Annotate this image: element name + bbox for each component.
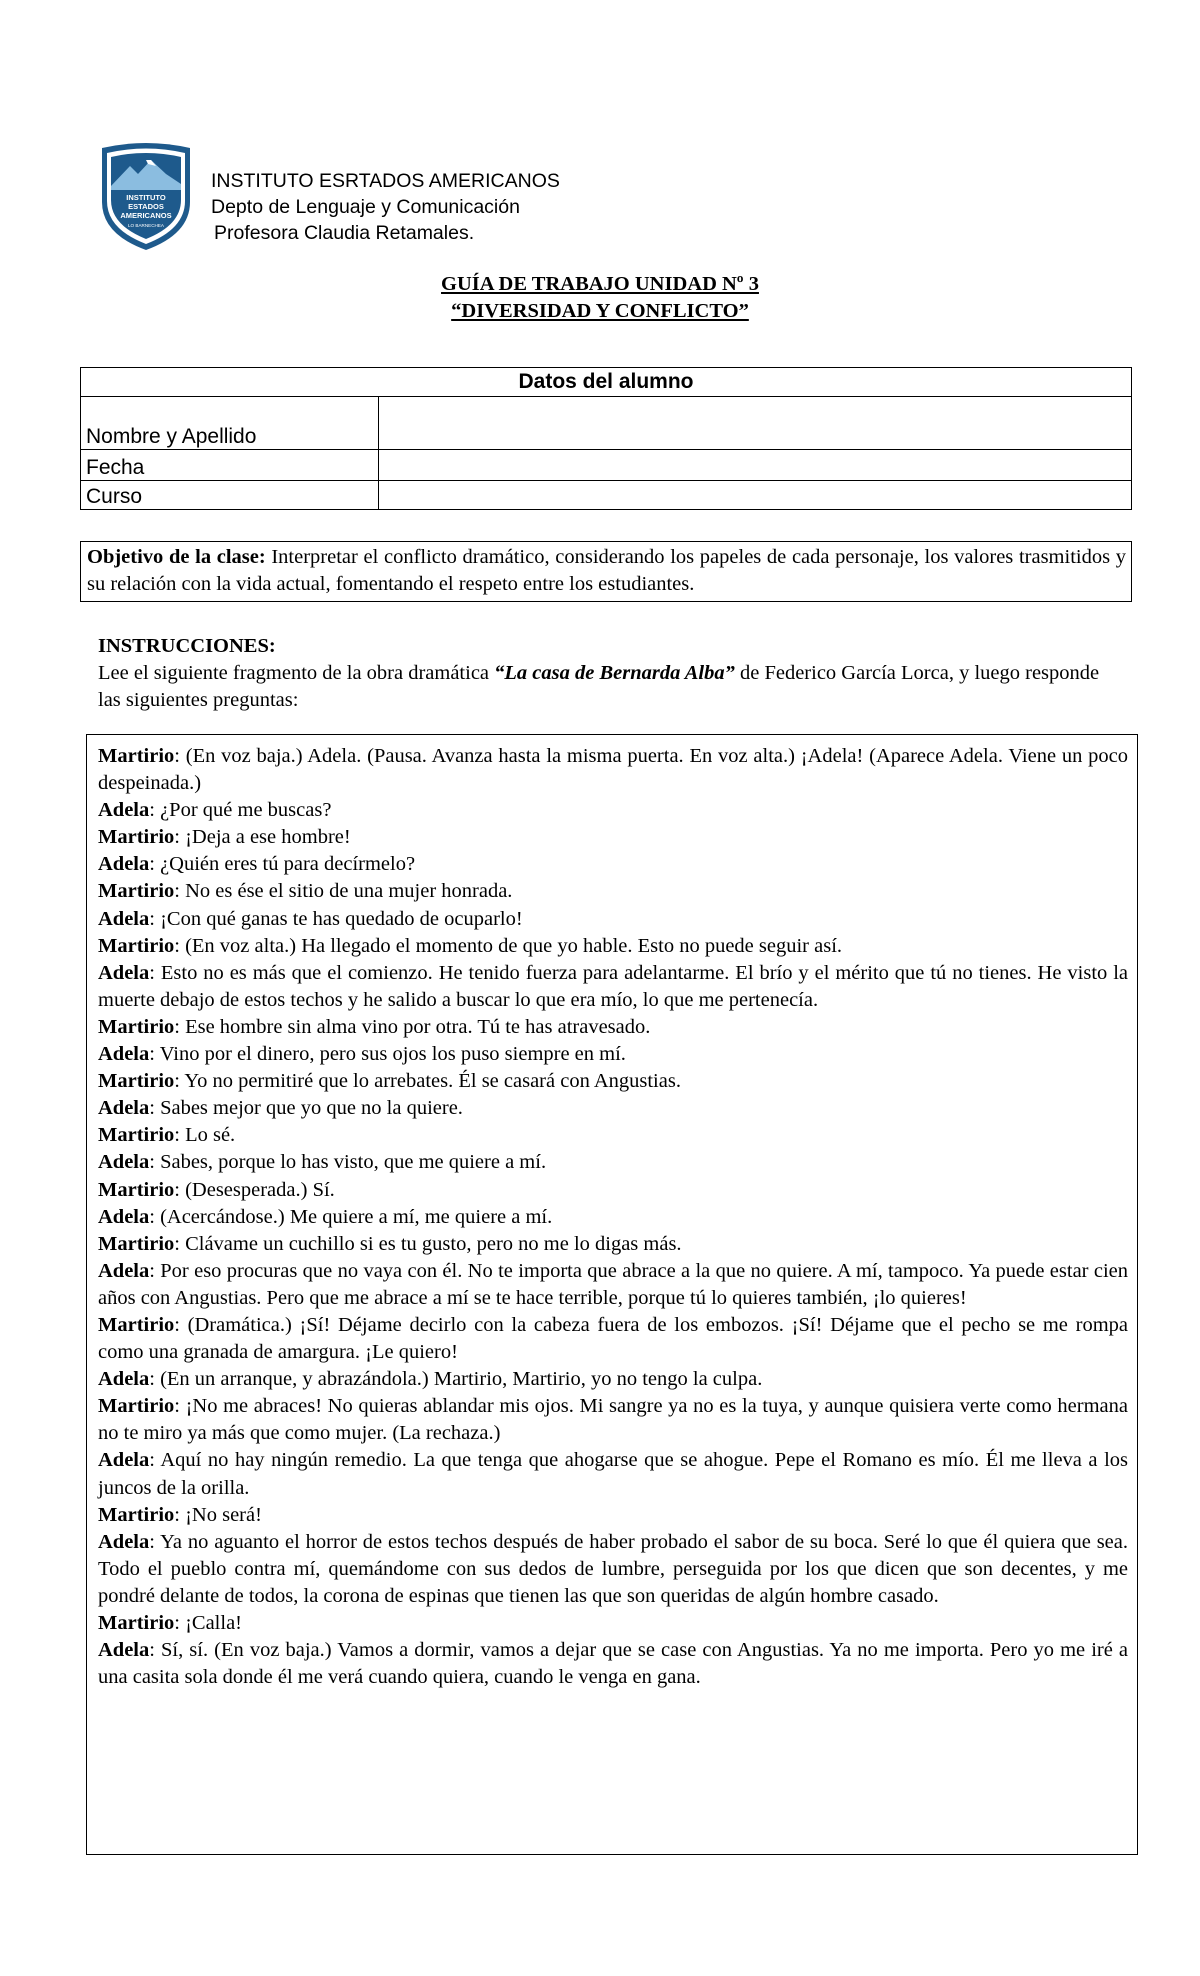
dialogue-text: : ¡Con qué ganas te has quedado de ocuparlo! bbox=[149, 907, 523, 930]
dialogue-text: : Vino por el dinero, pero sus ojos los puso siempre en mí. bbox=[149, 1043, 626, 1066]
speaker-name: Adela bbox=[98, 1530, 150, 1553]
speaker-name: Adela bbox=[98, 1639, 150, 1662]
dialogue-line bbox=[98, 1393, 1128, 1447]
dialogue-line bbox=[98, 933, 1128, 960]
speaker-name: Adela bbox=[98, 1097, 150, 1120]
speaker-name: Martirio bbox=[98, 880, 175, 903]
crest-text-line2: ESTADOS bbox=[128, 202, 164, 211]
dialogue-line bbox=[98, 851, 1128, 878]
speaker-name: Adela bbox=[98, 1205, 150, 1228]
name-field[interactable] bbox=[379, 397, 1132, 450]
speaker-name: Martirio bbox=[98, 1395, 175, 1418]
dialogue-line bbox=[98, 1204, 1128, 1231]
dialogue-text: : Yo no permitiré que lo arrebates. Él se casará con Angustias. bbox=[174, 1070, 681, 1093]
speaker-name: Martirio bbox=[98, 934, 175, 957]
dialogue-text: : Ya no aguanto el horror de estos techos después de haber probado el sabor de su boca. Seré lo que él quiera que sea. Todo el pueblo contra mí, quemándome con sus dedos de lumbre, perseguida por los que dicen que son decentes, y me pondré delante de todos, la corona de espinas que tienen las que son queridas de algún hombre casado. bbox=[98, 1530, 1128, 1607]
dialogue-line bbox=[98, 1068, 1128, 1095]
dialogue-line bbox=[98, 960, 1128, 1014]
instructions-heading: INSTRUCCIONES: bbox=[98, 635, 276, 657]
crest-text-line1: INSTITUTO bbox=[126, 193, 166, 202]
dialogue-line bbox=[98, 1447, 1128, 1501]
speaker-name: Adela bbox=[98, 961, 150, 984]
dialogue-text: : (Desesperada.) Sí. bbox=[174, 1178, 335, 1201]
speaker-name: Martirio bbox=[98, 1612, 175, 1634]
crest-text-line4: LO BARNECHEA bbox=[128, 223, 164, 228]
dialogue-text: : (En voz alta.) Ha llegado el momento de que yo hable. Esto no puede seguir así. bbox=[174, 934, 843, 957]
objective-label: Objetivo de la clase: bbox=[87, 546, 266, 568]
course-field[interactable] bbox=[379, 481, 1132, 510]
speaker-name: Adela bbox=[98, 1449, 150, 1472]
dialogue-line bbox=[98, 1041, 1128, 1068]
speaker-name: Martirio bbox=[98, 745, 175, 767]
dialogue-text: : ¡Calla! bbox=[174, 1612, 243, 1634]
speaker-name: Martirio bbox=[98, 1015, 175, 1038]
speaker-name: Adela bbox=[98, 1043, 150, 1066]
dialogue-text: : Sabes, porque lo has visto, que me quiere a mí. bbox=[149, 1151, 547, 1174]
dialogue-line bbox=[98, 1231, 1128, 1258]
dialogue-text: : Lo sé. bbox=[174, 1124, 236, 1147]
institution-block bbox=[211, 168, 560, 246]
dialogue-line bbox=[98, 743, 1128, 797]
speaker-name: Martirio bbox=[98, 826, 175, 849]
work-title: “La casa de Bernarda Alba” bbox=[494, 662, 735, 684]
dialogue-line bbox=[98, 1149, 1128, 1176]
speaker-name: Martirio bbox=[98, 1313, 175, 1336]
dialogue-line bbox=[98, 1122, 1128, 1149]
dialogue-text: : Por eso procuras que no vaya con él. No te importa que abrace a la que no quiere. A mí, tampoco. Ya puede estar cien años con Angustias. Pero que me abrace a mí se te hace terrible, porque tú lo quieres también, ¡lo quieres! bbox=[98, 1259, 1128, 1309]
dialogue-text: : Aquí no hay ningún remedio. La que tenga que ahogarse que se ahogue. Pepe el Romano es mío. Él me lleva a los juncos de la orilla. bbox=[98, 1449, 1128, 1499]
unit-subtitle: “DIVERSIDAD Y CONFLICTO” bbox=[451, 300, 749, 322]
speaker-name: Adela bbox=[98, 1151, 150, 1174]
dialogue-text: : ¡No me abraces! No quieras ablandar mis ojos. Mi sangre ya no es la tuya, y aunque quisiera verte como hermana no te miro ya más que como mujer. (La rechaza.) bbox=[98, 1395, 1128, 1445]
dialogue-line bbox=[98, 906, 1128, 933]
dialogue-text: : Esto no es más que el comienzo. He tenido fuerza para adelantarme. El brío y el mérito que tú no tienes. He visto la muerte debajo de estos techos y he salido a buscar lo que era mío, lo que me pertenecía. bbox=[98, 961, 1128, 1011]
dialogue-line bbox=[98, 1014, 1128, 1041]
dialogue-line bbox=[98, 824, 1128, 851]
worksheet-title: GUÍA DE TRABAJO UNIDAD Nº 3 bbox=[441, 273, 759, 295]
dialogue-line bbox=[98, 1177, 1128, 1204]
dialogue-text: : ¿Por qué me buscas? bbox=[149, 799, 332, 822]
speaker-name: Martirio bbox=[98, 1503, 175, 1526]
dialogue-line bbox=[98, 1366, 1128, 1393]
school-crest-icon bbox=[96, 140, 196, 252]
date-label: Fecha bbox=[81, 450, 379, 481]
dialogue-text: : (En voz baja.) Adela. (Pausa. Avanza hasta la misma puerta. En voz alta.) ¡Adela! (Aparece Adela. Viene un poco despeinada.) bbox=[98, 745, 1128, 795]
dialogue-line bbox=[98, 1095, 1128, 1122]
speaker-name: Adela bbox=[98, 853, 150, 876]
dialogue-text: : No es ése el sitio de una mujer honrada. bbox=[174, 880, 513, 903]
dialogue-text: : ¡No será! bbox=[174, 1503, 262, 1526]
date-field[interactable] bbox=[379, 450, 1132, 481]
dialogue-text: : Sí, sí. (En voz baja.) Vamos a dormir, vamos a dejar que se case con Angustias. Ya no me importa. Pero yo me iré a una casita sola donde él me verá cuando quiera, cuando le venga en gana. bbox=[98, 1639, 1128, 1689]
objective-box bbox=[80, 541, 1132, 602]
instructions-text bbox=[98, 660, 1120, 714]
dialogue-box bbox=[86, 734, 1138, 1855]
dialogue-text: : (Dramática.) ¡Sí! Déjame decirlo con la cabeza fuera de los embozos. ¡Sí! Déjame que el pecho se me rompa como una granada de amargura. ¡Le quiero! bbox=[98, 1313, 1128, 1364]
speaker-name: Martirio bbox=[98, 1232, 175, 1255]
institution-name: INSTITUTO ESRTADOS AMERICANOS bbox=[211, 170, 560, 192]
dialogue-line bbox=[98, 1637, 1128, 1691]
dialogue-line bbox=[98, 1529, 1128, 1610]
dialogue-line bbox=[98, 1610, 1128, 1637]
speaker-name: Adela bbox=[98, 1368, 150, 1391]
name-label: Nombre y Apellido bbox=[81, 397, 379, 450]
student-data-table bbox=[80, 367, 1132, 510]
department-name: Depto de Lenguaje y Comunicación bbox=[211, 196, 520, 218]
dialogue-line bbox=[98, 1312, 1128, 1366]
dialogue-line bbox=[98, 1258, 1128, 1312]
dialogue-text: : Clávame un cuchillo si es tu gusto, pero no me lo digas más. bbox=[174, 1232, 682, 1255]
instructions-text-before: Lee el siguiente fragmento de la obra dramática bbox=[98, 662, 495, 684]
course-label: Curso bbox=[81, 481, 379, 510]
student-table-header: Datos del alumno bbox=[81, 368, 1132, 397]
dialogue-text: : (En un arranque, y abrazándola.) Martirio, Martirio, yo no tengo la culpa. bbox=[149, 1368, 763, 1391]
objective-text: Interpretar el conflicto dramático, considerando los papeles de cada personaje, los valores trasmitidos y su relación con la vida actual, fomentando el respeto entre los estudiantes. bbox=[87, 546, 1126, 595]
crest-text-line3: AMERICANOS bbox=[120, 211, 172, 220]
dialogue-text: : (Acercándose.) Me quiere a mí, me quiere a mí. bbox=[149, 1205, 553, 1228]
dialogue-line bbox=[98, 1502, 1128, 1529]
speaker-name: Adela bbox=[98, 799, 150, 822]
dialogue-text: : ¡Deja a ese hombre! bbox=[174, 826, 351, 849]
dialogue-line bbox=[98, 797, 1128, 824]
instructions-text-after: de Federico García Lorca, y luego responde las siguientes preguntas: bbox=[98, 662, 1100, 711]
dialogue-text: : Sabes mejor que yo que no la quiere. bbox=[149, 1097, 463, 1120]
speaker-name: Martirio bbox=[98, 1178, 175, 1201]
dialogue-text: : ¿Quién eres tú para decírmelo? bbox=[149, 853, 416, 876]
teacher-name: Profesora Claudia Retamales. bbox=[214, 222, 475, 244]
dialogue-text: : Ese hombre sin alma vino por otra. Tú te has atravesado. bbox=[174, 1015, 651, 1038]
speaker-name: Martirio bbox=[98, 1070, 175, 1093]
speaker-name: Adela bbox=[98, 1259, 150, 1282]
speaker-name: Martirio bbox=[98, 1124, 175, 1147]
dialogue-line bbox=[98, 878, 1128, 905]
speaker-name: Adela bbox=[98, 907, 150, 930]
instructions-block bbox=[98, 633, 1120, 714]
